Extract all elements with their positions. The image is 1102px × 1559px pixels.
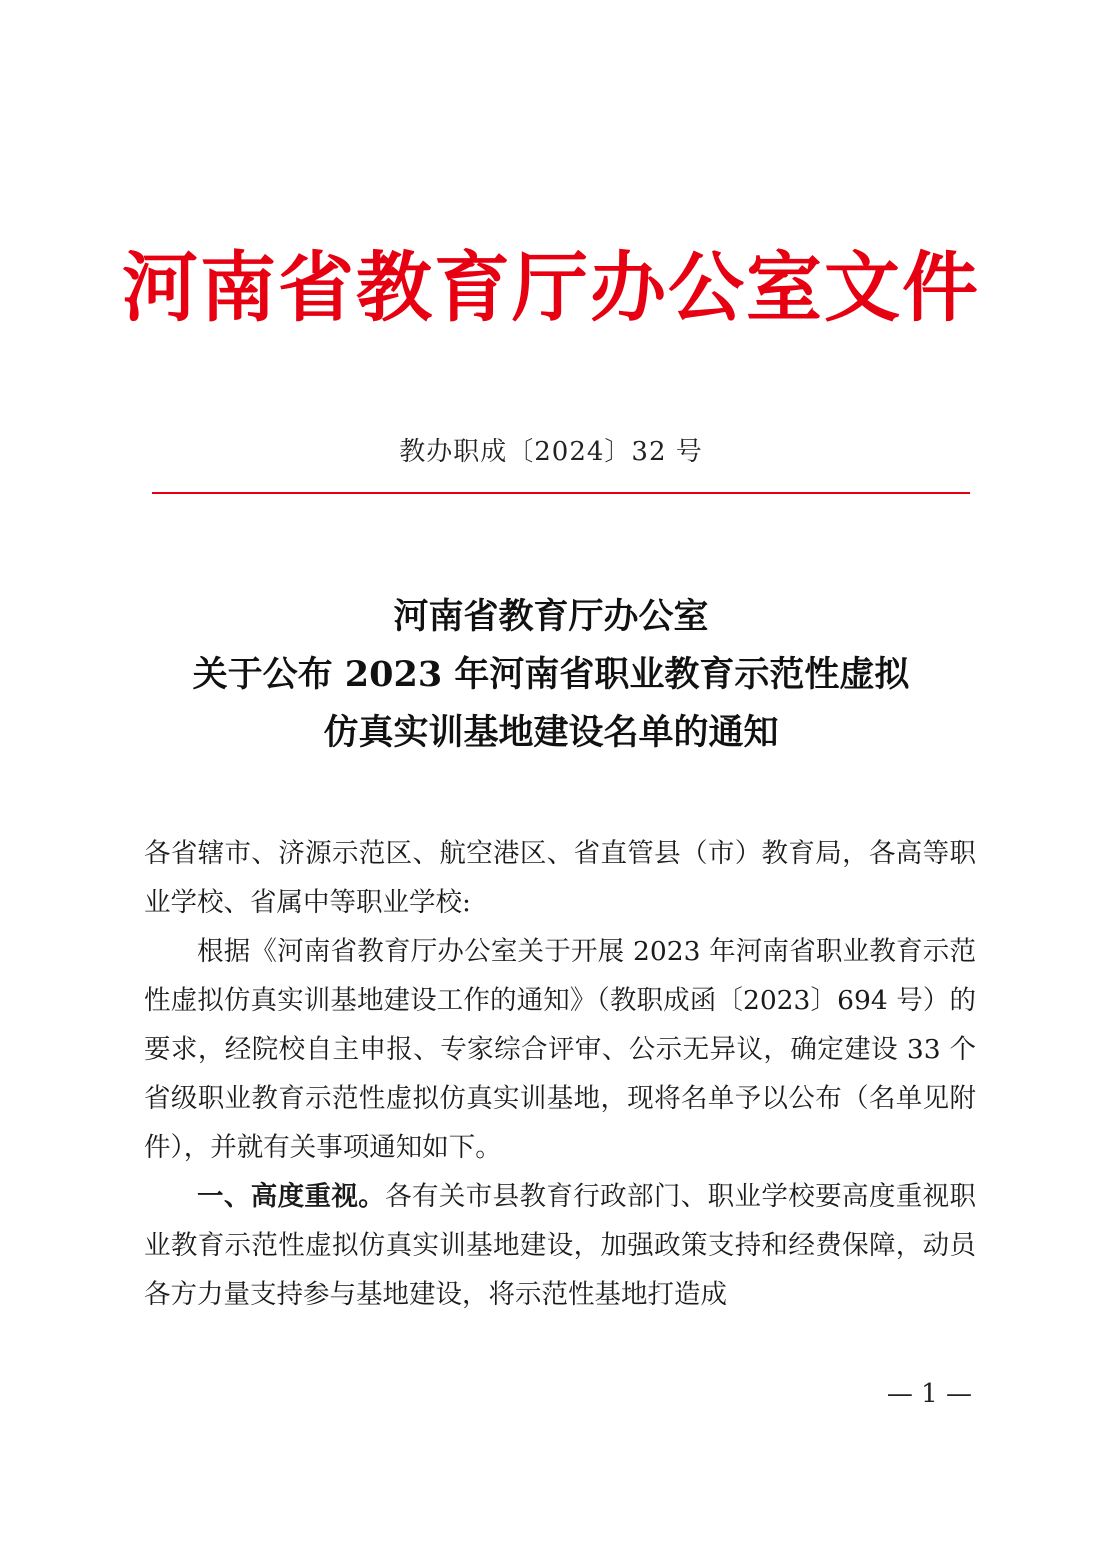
document-masthead: 河南省教育厅办公室文件	[122, 243, 980, 332]
paragraph-2	[144, 1172, 976, 1319]
document-number: 教办职成〔2024〕32 号	[399, 437, 703, 467]
title-line-1: 河南省教育厅办公室	[393, 596, 709, 637]
title-line-3: 仿真实训基地建设名单的通知	[323, 712, 779, 753]
page-number: — 1 —	[886, 1379, 972, 1409]
salutation: 各省辖市、济源示范区、航空港区、省直管县（市）教育局，各高等职业学校、省属中等职业学校:	[144, 838, 976, 918]
red-divider-line	[152, 492, 970, 494]
section-heading-1: 一、高度重视。	[197, 1181, 386, 1212]
paragraph-1: 根据《河南省教育厅办公室关于开展 2023 年河南省职业教育示范性虚拟仿真实训基地建设工作的通知》（教职成函〔2023〕694 号）的要求，经院校自主申报、专家综合评审、公示无异议，确定建设 33 个省级职业教育示范性虚拟仿真实训基地，现将名单予以公布（名单见附件），并就有关事项通知如下。	[144, 936, 976, 1163]
paragraph-2-text: 各有关市县教育行政部门、职业学校要高度重视职业教育示范性虚拟仿真实训基地建设，加强政策支持和经费保障，动员各方力量支持参与基地建设，将示范性基地打造成	[144, 1181, 976, 1310]
document-title	[0, 588, 1102, 762]
title-line-2: 关于公布 2023 年河南省职业教育示范性虚拟	[192, 654, 910, 695]
document-body	[144, 829, 976, 1319]
